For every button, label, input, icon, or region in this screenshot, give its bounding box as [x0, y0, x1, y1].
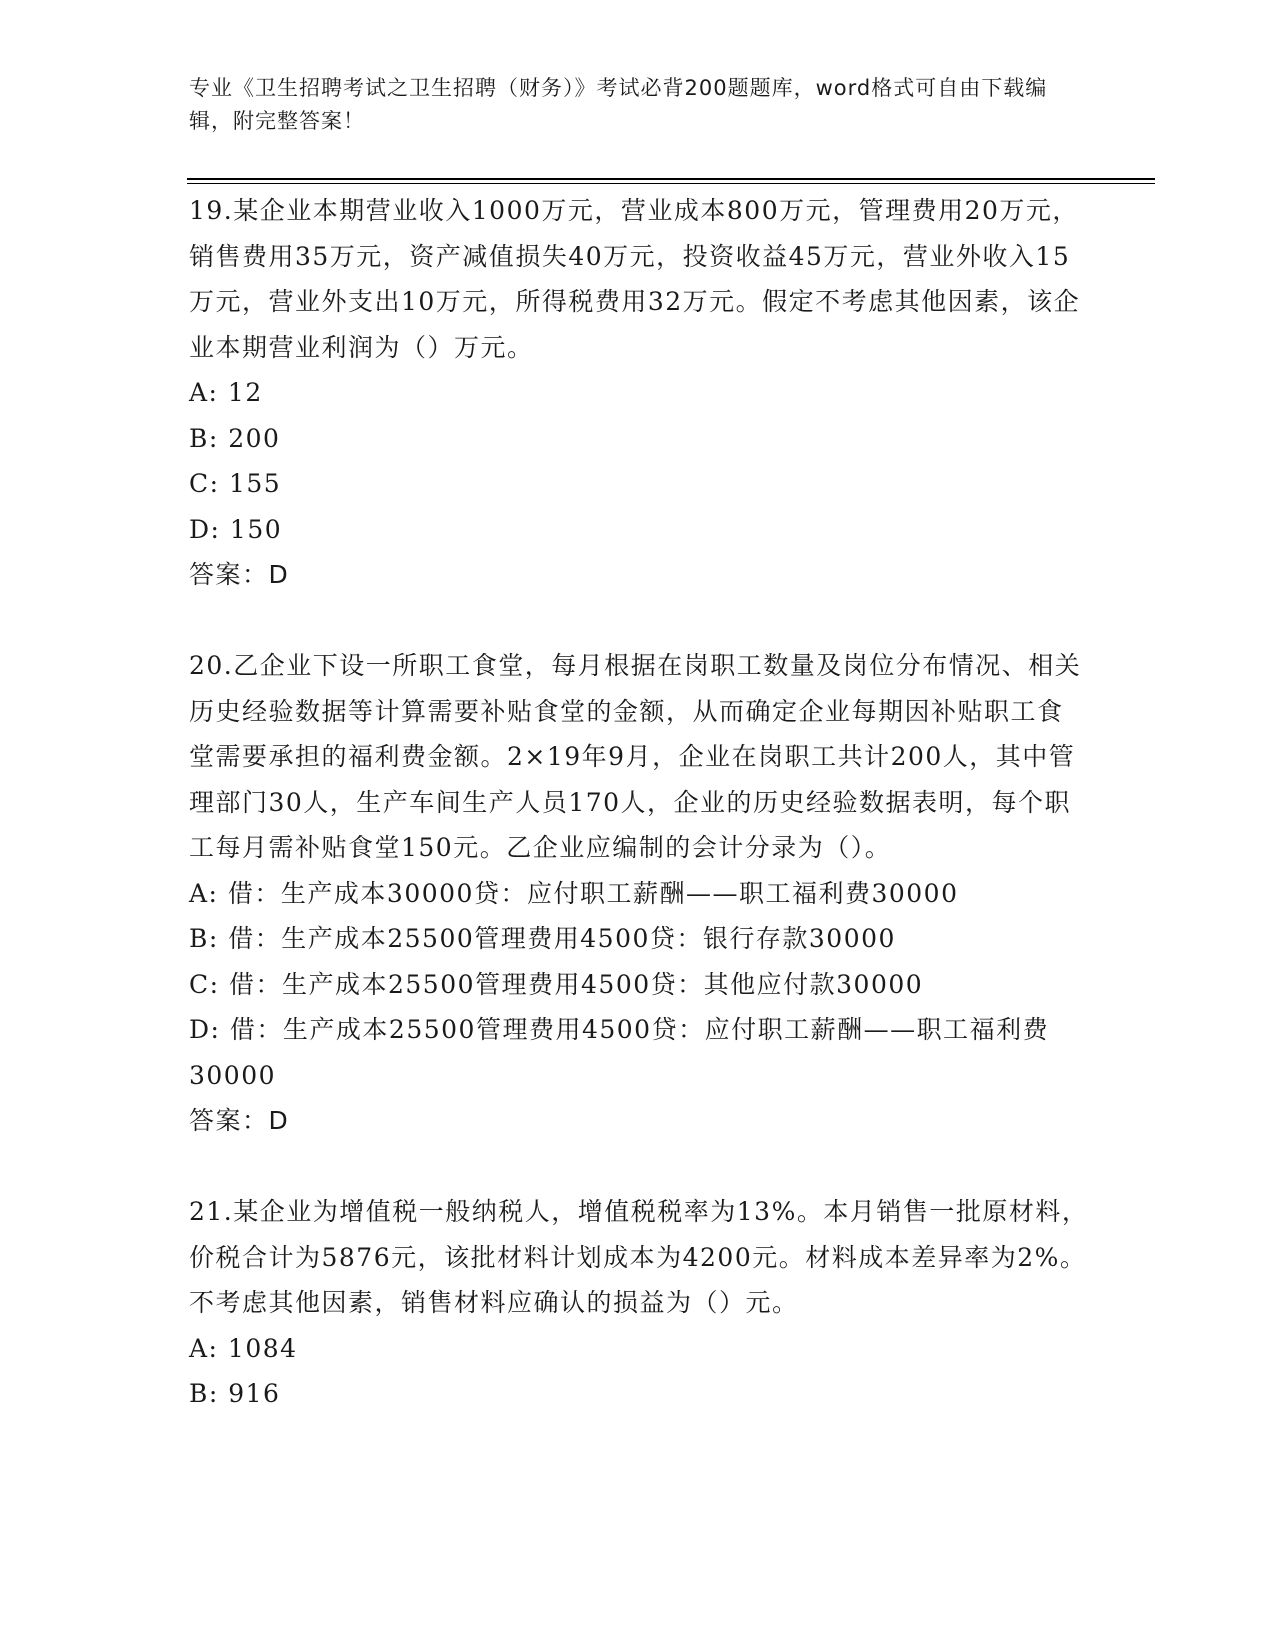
question-list [189, 188, 1089, 1417]
question-19 [189, 188, 1089, 598]
question-21 [189, 1189, 1089, 1417]
option-a: A: 12 [189, 378, 263, 407]
header-divider-thick [187, 178, 1155, 180]
question-stem: 21.某企业为增值税一般纳税人，增值税税率为13%。本月销售一批原材料，价税合计为5876元，该批材料计划成本为4200元。材料成本差异率为2%。不考虑其他因素，销售材料应确认的损益为（）元。 [189, 1197, 1089, 1317]
question-stem: 19.某企业本期营业收入1000万元，营业成本800万元，管理费用20万元，销售费用35万元，资产减值损失40万元，投资收益45万元，营业外收入15万元，营业外支出10万元，所得税费用32万元。假定不考虑其他因素，该企业本期营业利润为（）万元。 [189, 196, 1081, 362]
question-20 [189, 643, 1089, 1144]
answer-line: 答案：D [189, 560, 290, 589]
question-stem: 20.乙企业下设一所职工食堂，每月根据在岗职工数量及岗位分布情况、相关历史经验数据等计算需要补贴食堂的金额，从而确定企业每期因补贴职工食堂需要承担的福利费金额。2×19年9月，企业在岗职工共计200人，其中管理部门30人，生产车间生产人员170人，企业的历史经验数据表明，每个职工每月需补贴食堂150元。乙企业应编制的会计分录为（）。 [189, 651, 1082, 862]
option-b: B: 借：生产成本25500管理费用4500贷：银行存款30000 [189, 924, 896, 953]
option-c: C: 借：生产成本25500管理费用4500贷：其他应付款30000 [189, 969, 924, 999]
option-c: C: 155 [189, 469, 282, 498]
answer-line: 答案：D [189, 1106, 290, 1135]
option-a: A: 1084 [189, 1333, 298, 1363]
option-d: D: 150 [189, 514, 283, 544]
option-b: B: 916 [189, 1379, 281, 1408]
option-b: B: 200 [189, 423, 281, 453]
question-spacer [189, 598, 1089, 644]
header-divider-thin [187, 183, 1155, 184]
question-spacer [189, 1144, 1089, 1190]
document-header: 专业《卫生招聘考试之卫生招聘（财务）》考试必背200题题库，word格式可自由下载编辑，附完整答案！ [189, 76, 1048, 133]
option-a: A: 借：生产成本30000贷：应付职工薪酬——职工福利费30000 [189, 878, 959, 908]
option-d: D: 借：生产成本25500管理费用4500贷：应付职工薪酬——职工福利费30000 [189, 1015, 1050, 1090]
